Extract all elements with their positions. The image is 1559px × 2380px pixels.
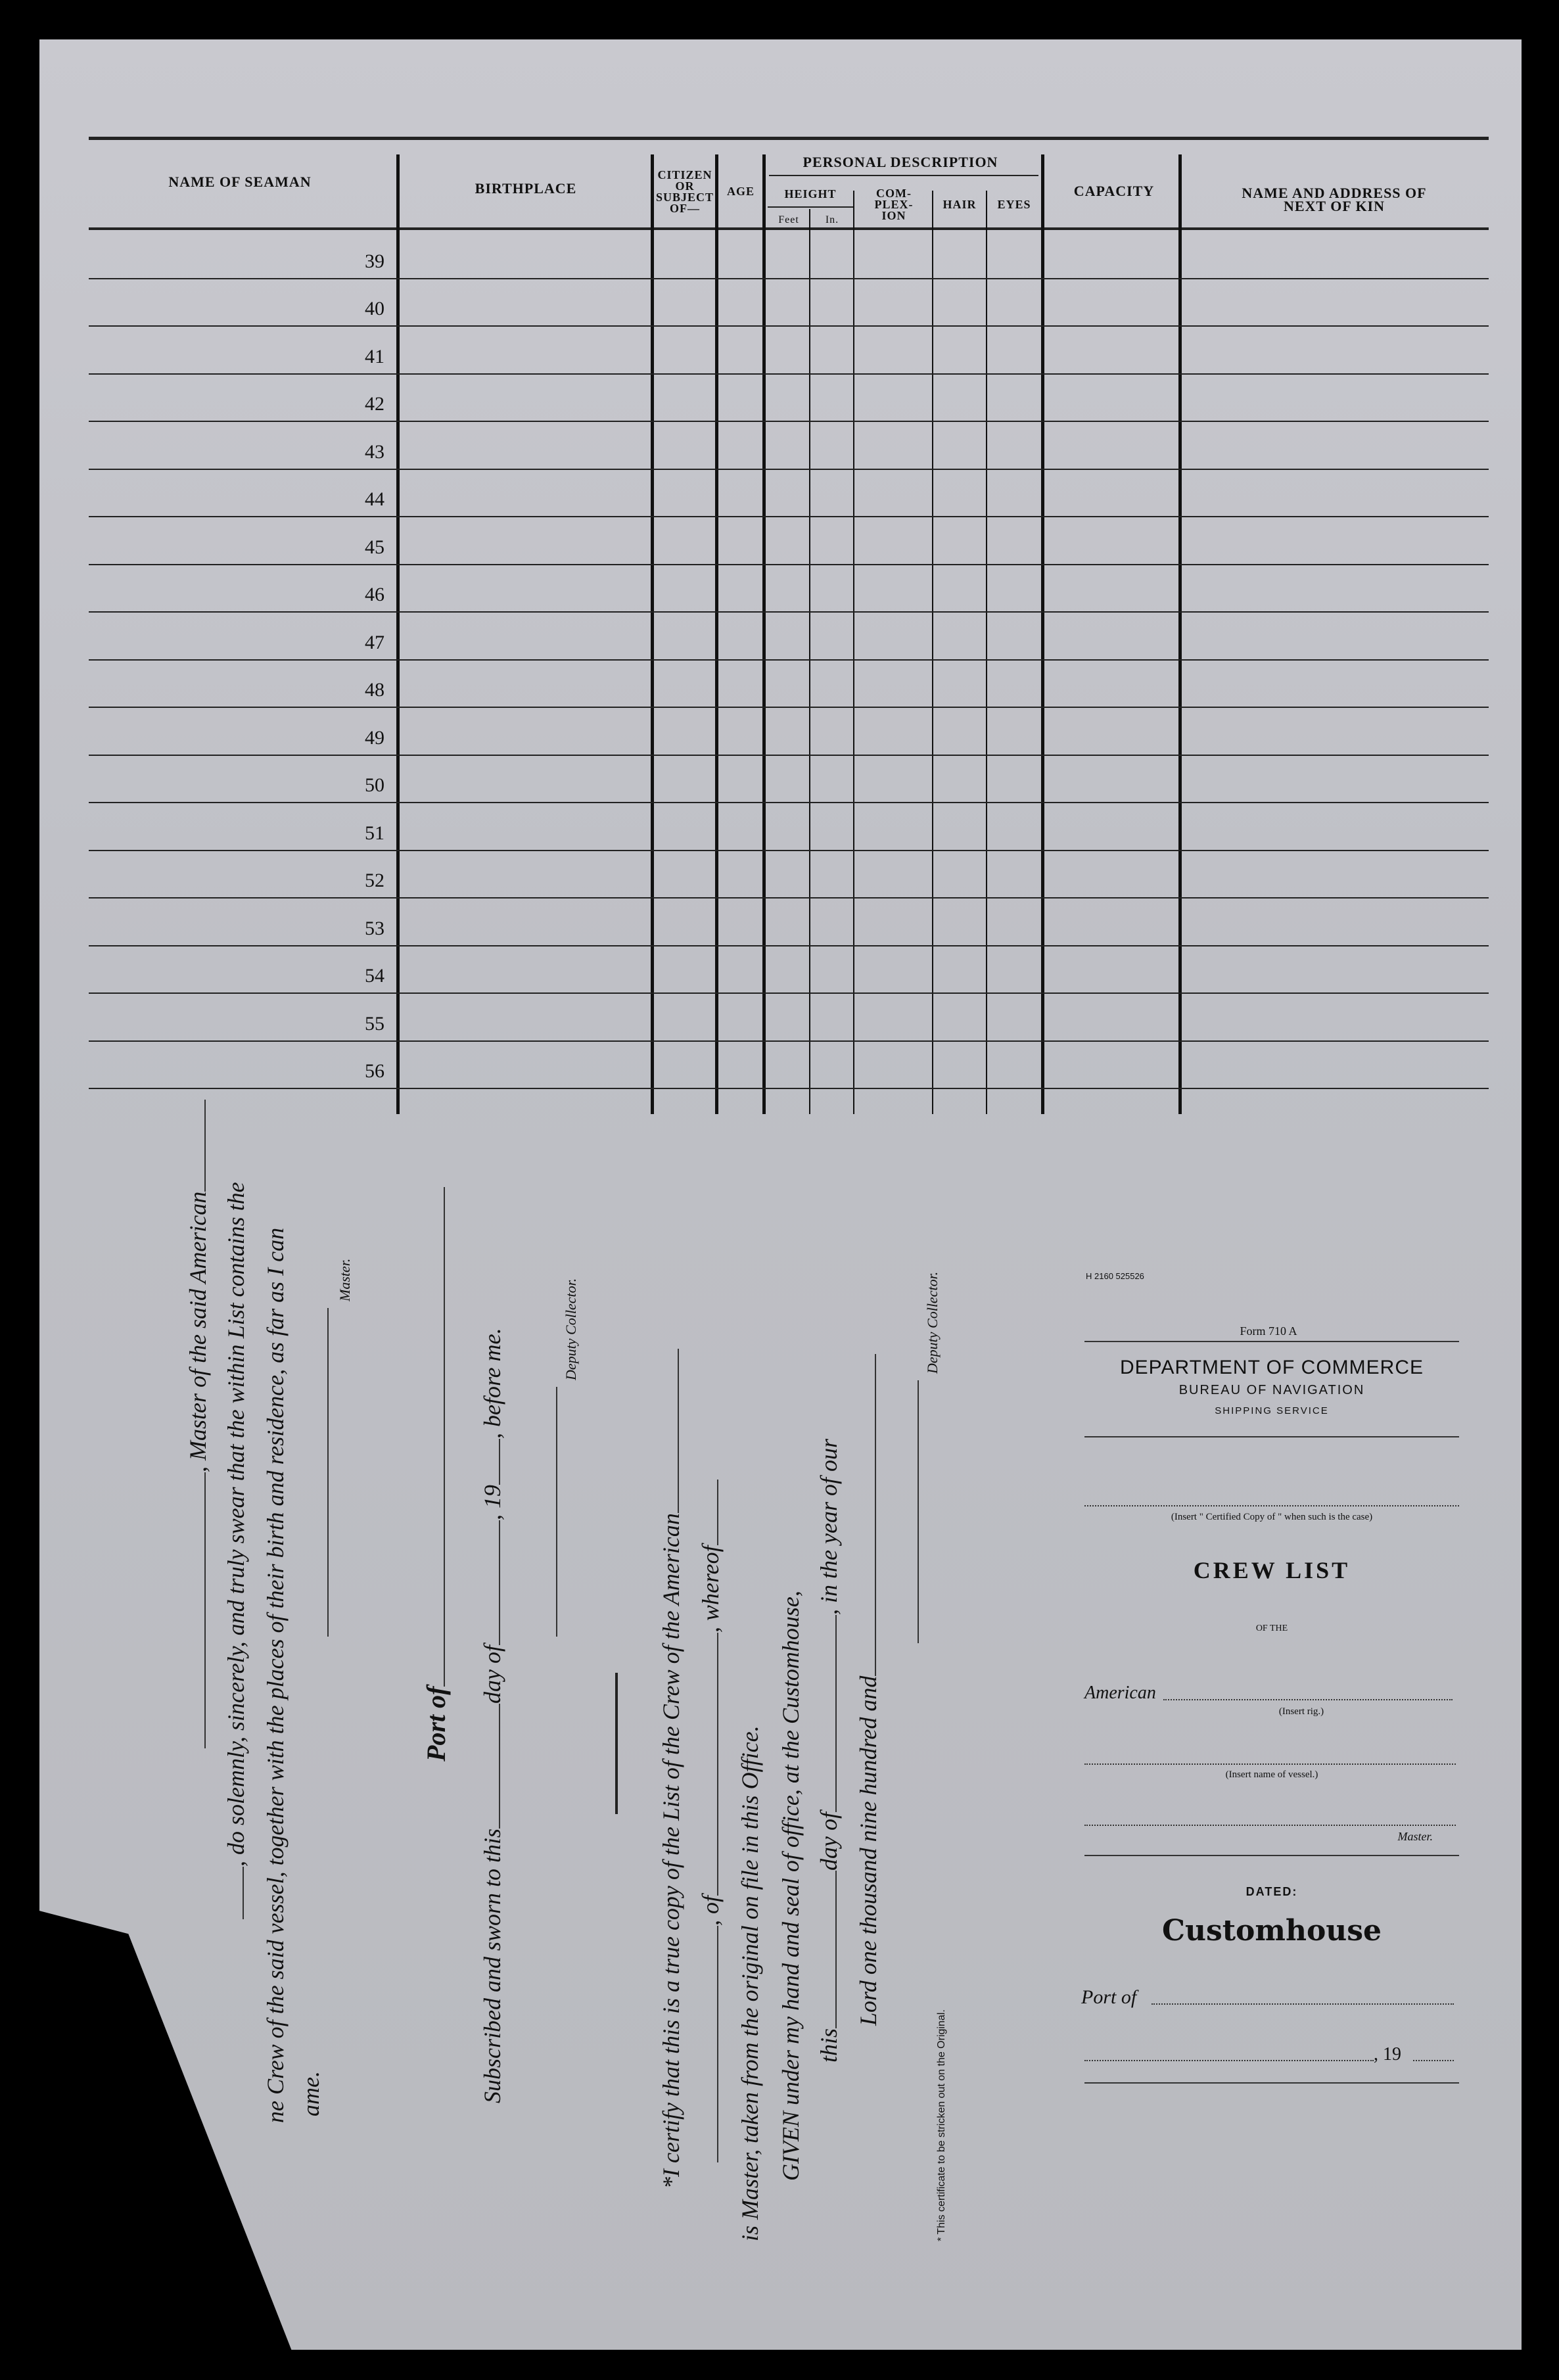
- insert-rig: (Insert rig.): [1278, 1706, 1324, 1717]
- header-personal: PERSONAL DESCRIPTION: [803, 154, 998, 170]
- oath-master-label: Master.: [337, 1258, 353, 1301]
- cover-code: H 2160 525526: [1086, 1271, 1144, 1281]
- insert-vessel-name: (Insert name of vessel.): [1225, 1769, 1318, 1780]
- cover-rule-3: [1084, 1855, 1459, 1856]
- col-line-feet: [809, 209, 810, 1114]
- table-top-rule: [89, 137, 1489, 140]
- certify-line-2a: , of: [697, 1895, 724, 1926]
- certify-line-2b: , whereof: [697, 1545, 724, 1633]
- insert-certified-copy: (Insert " Certified Copy of " when such is the case): [1171, 1512, 1373, 1522]
- col-line-age: [762, 154, 766, 1114]
- deputy-signature-line-1: [556, 1387, 559, 1637]
- cover-rule-1: [1084, 1341, 1459, 1342]
- row-number: 54: [365, 965, 384, 987]
- subscribed-d: , before me.: [479, 1328, 505, 1439]
- header-height: HEIGHT: [784, 187, 837, 200]
- table-row-rule: [89, 278, 1489, 279]
- subscribed-b: day of: [479, 1645, 505, 1704]
- row-number: 47: [365, 631, 384, 653]
- header-inches: In.: [825, 214, 839, 225]
- certify-line-3: is Master, taken from the original on file in this Office.: [737, 1725, 763, 2241]
- cover-department: DEPARTMENT OF COMMERCE: [1119, 1357, 1424, 1378]
- cover-rule-4: [1084, 2082, 1459, 2084]
- oath-line-2-text: , do solemnly, sincerely, and truly swear that the within List contains the: [223, 1182, 249, 1867]
- oath-line-1: [184, 1100, 212, 1748]
- row-number: 46: [365, 584, 384, 605]
- header-citizen-4: OF—: [670, 202, 700, 215]
- header-citizen-3: SUBJECT: [655, 191, 714, 204]
- table-row-rule: [89, 945, 1489, 946]
- height-rule: [768, 206, 853, 208]
- row-number: 42: [365, 393, 384, 415]
- table-row-rule: [89, 1088, 1489, 1089]
- personal-rule: [769, 175, 1038, 176]
- certified-copy-line: [1084, 1505, 1459, 1506]
- certify-line-5: [815, 1439, 843, 2063]
- table-row-rule: [89, 564, 1489, 565]
- row-number: 53: [365, 917, 384, 939]
- certify-line-2: [697, 1480, 724, 2162]
- row-number: 50: [365, 774, 384, 796]
- subscribed-line: [478, 1328, 506, 2103]
- row-number: 41: [365, 345, 384, 367]
- port-of-label: [421, 1187, 452, 1762]
- certify-line-1-text: *I certify that this is a true copy of the List of the Crew of the American: [658, 1513, 684, 2189]
- header-complexion-3: ION: [881, 209, 906, 222]
- row-number: 48: [365, 679, 384, 701]
- certify-line-4: GIVEN under my hand and seal of office, at the Customhouse,: [778, 1591, 804, 2181]
- certificate-footnote: * This certificate to be stricken out on the Original.: [936, 2009, 947, 2241]
- row-number: 39: [365, 250, 384, 272]
- col-line-inches: [853, 191, 854, 1114]
- col-line-capacity: [1178, 154, 1182, 1114]
- table-row-rule: [89, 516, 1489, 517]
- certify-line-5c: , in the year of our: [816, 1439, 842, 1615]
- row-number: 55: [365, 1012, 384, 1035]
- header-feet: Feet: [778, 214, 799, 225]
- oath-line-4: ame.: [298, 2071, 324, 2116]
- oath-line-2: [222, 1182, 250, 1919]
- certify-line-5b: day of: [816, 1812, 842, 1871]
- table-row-rule: [89, 897, 1489, 898]
- cover-bureau: BUREAU OF NAVIGATION: [1178, 1383, 1365, 1397]
- header-citizen-2: OR: [675, 179, 695, 193]
- row-number: 45: [365, 536, 384, 558]
- header-eyes: EYES: [997, 198, 1031, 211]
- cover-master: Master.: [1397, 1830, 1433, 1843]
- table-row-rule: [89, 659, 1489, 661]
- table-row-rule: [89, 802, 1489, 803]
- row-number: 49: [365, 726, 384, 749]
- table-row-rule: [89, 707, 1489, 708]
- col-line-birthplace: [651, 154, 654, 1114]
- header-hair: HAIR: [942, 198, 977, 211]
- table-row-rule: [89, 325, 1489, 327]
- deputy-signature-line-2: [918, 1380, 920, 1643]
- deputy-collector-2: Deputy Collector.: [924, 1271, 941, 1374]
- master-line: [1084, 1825, 1456, 1826]
- table-row-rule: [89, 469, 1489, 470]
- col-line-complexion: [932, 191, 933, 1114]
- header-capacity: CAPACITY: [1073, 183, 1155, 199]
- header-kin-2: NEXT OF KIN: [1283, 198, 1385, 214]
- header-age: AGE: [726, 185, 755, 198]
- subscribed-c: , 19: [479, 1484, 505, 1520]
- col-line-hair: [986, 191, 987, 1114]
- table-row-rule: [89, 755, 1489, 756]
- port-of-text: Port of: [421, 1686, 451, 1762]
- year-line: [1413, 2060, 1454, 2061]
- vessel-name-line: [1084, 1763, 1456, 1765]
- row-number: 44: [365, 488, 384, 510]
- table-row-rule: [89, 373, 1489, 375]
- row-number: 56: [365, 1060, 384, 1082]
- header-name: NAME OF SEAMAN: [168, 174, 312, 190]
- header-citizen-1: CITIZEN: [657, 168, 712, 181]
- col-line-name: [396, 154, 400, 1114]
- row-number: 43: [365, 440, 384, 463]
- table-row-rule: [89, 1040, 1489, 1042]
- master-signature-line: [327, 1308, 330, 1637]
- certify-line-5a: this: [816, 2028, 842, 2063]
- date-line: [1084, 2060, 1374, 2061]
- table-row-rule: [89, 611, 1489, 613]
- header-citizen: [652, 170, 718, 214]
- table-row-rule: [89, 992, 1489, 994]
- cover-of-the: OF THE: [1255, 1623, 1288, 1633]
- table-header-rule: [89, 227, 1489, 230]
- header-complexion-2: PLEX-: [874, 198, 914, 211]
- header-kin-1: NAME AND ADDRESS OF: [1242, 185, 1427, 201]
- certify-line-6: [854, 1354, 882, 2026]
- row-number: 40: [365, 298, 384, 319]
- cover-port-of: Port of: [1081, 1986, 1137, 2008]
- row-number: 51: [365, 822, 384, 844]
- certify-line-6-text: Lord one thousand nine hundred and: [855, 1675, 881, 2026]
- header-kin: [1196, 187, 1472, 213]
- oath-line-3: ne Crew of the said vessel, together with the places of their birth and residence, as far as I can: [262, 1227, 289, 2123]
- cover-dated: DATED:: [1245, 1885, 1298, 1898]
- cover-american: American: [1084, 1683, 1156, 1703]
- rig-line: [1163, 1699, 1453, 1700]
- separator-rule: [615, 1673, 618, 1814]
- header-complexion: [854, 188, 933, 222]
- subscribed-a: Subscribed and sworn to this: [479, 1828, 505, 2103]
- deputy-collector-1: Deputy Collector.: [563, 1278, 579, 1380]
- cover-service: SHIPPING SERVICE: [1215, 1405, 1329, 1416]
- cover-customhouse: Customhouse: [1161, 1914, 1382, 1948]
- col-line-citizen: [715, 154, 718, 1114]
- cover-title: CREW LIST: [1193, 1557, 1351, 1583]
- col-line-eyes: [1041, 154, 1044, 1114]
- cover-rule-2: [1084, 1436, 1459, 1437]
- row-number: 52: [365, 870, 384, 891]
- table-row-rule: [89, 421, 1489, 422]
- certify-line-1: [657, 1349, 685, 2189]
- port-line: [1152, 2003, 1454, 2005]
- cover-year: , 19: [1374, 2044, 1401, 2065]
- oath-line-1-text: , Master of the said American: [185, 1191, 211, 1472]
- header-complexion-1: COM-: [876, 187, 912, 200]
- cover-form: Form 710 A: [1240, 1324, 1297, 1338]
- header-birthplace: BIRTHPLACE: [475, 180, 577, 197]
- table-row-rule: [89, 850, 1489, 851]
